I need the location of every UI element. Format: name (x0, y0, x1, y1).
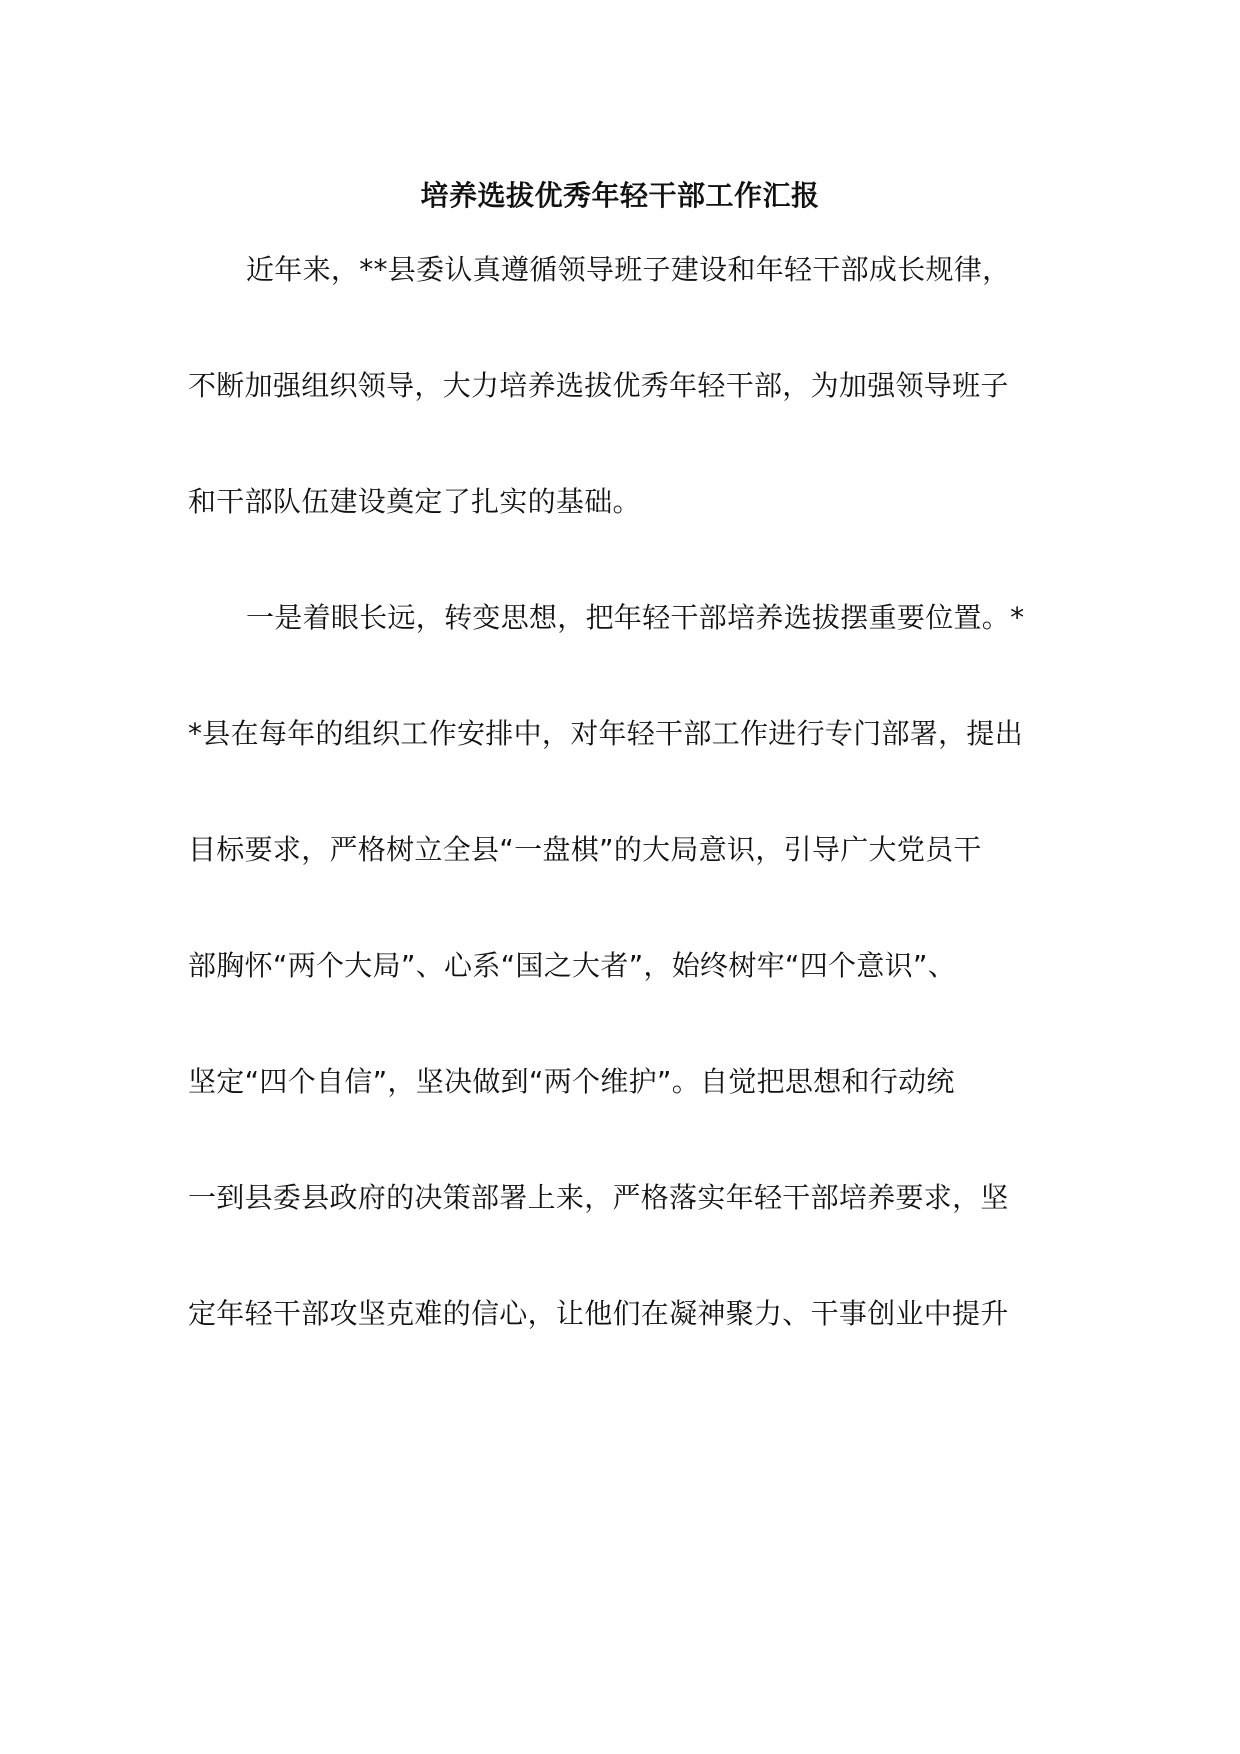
paragraph-line: 近年来，**县委认真遵循领导班子建设和年轻干部成长规律， (246, 253, 1011, 286)
paragraph-line: 目标要求，严格树立全县“一盘棋”的大局意识，引导广大党员干 (188, 833, 982, 866)
paragraph-line: 定年轻干部攻坚克难的信心，让他们在凝神聚力、干事创业中提升 (188, 1297, 1009, 1330)
paragraph-line: *县在每年的组织工作安排中，对年轻干部工作进行专门部署，提出 (188, 717, 1024, 750)
paragraph-line: 和干部队伍建设奠定了扎实的基础。 (188, 485, 641, 518)
paragraph-line: 不断加强组织领导，大力培养选拔优秀年轻干部，为加强领导班子 (188, 369, 1009, 402)
document-title: 培养选拔优秀年轻干部工作汇报 (420, 179, 820, 212)
paragraph-line: 部胸怀“两个大局”、心系“国之大者”，始终树牢“四个意识”、 (188, 949, 957, 982)
paragraph-line: 坚定“四个自信”，坚决做到“两个维护”。自觉把思想和行动统 (188, 1065, 955, 1098)
paragraph-line: 一是着眼长远，转变思想，把年轻干部培养选拔摆重要位置。* (246, 601, 1025, 634)
paragraph-line: 一到县委县政府的决策部署上来，严格落实年轻干部培养要求，坚 (188, 1181, 1009, 1214)
